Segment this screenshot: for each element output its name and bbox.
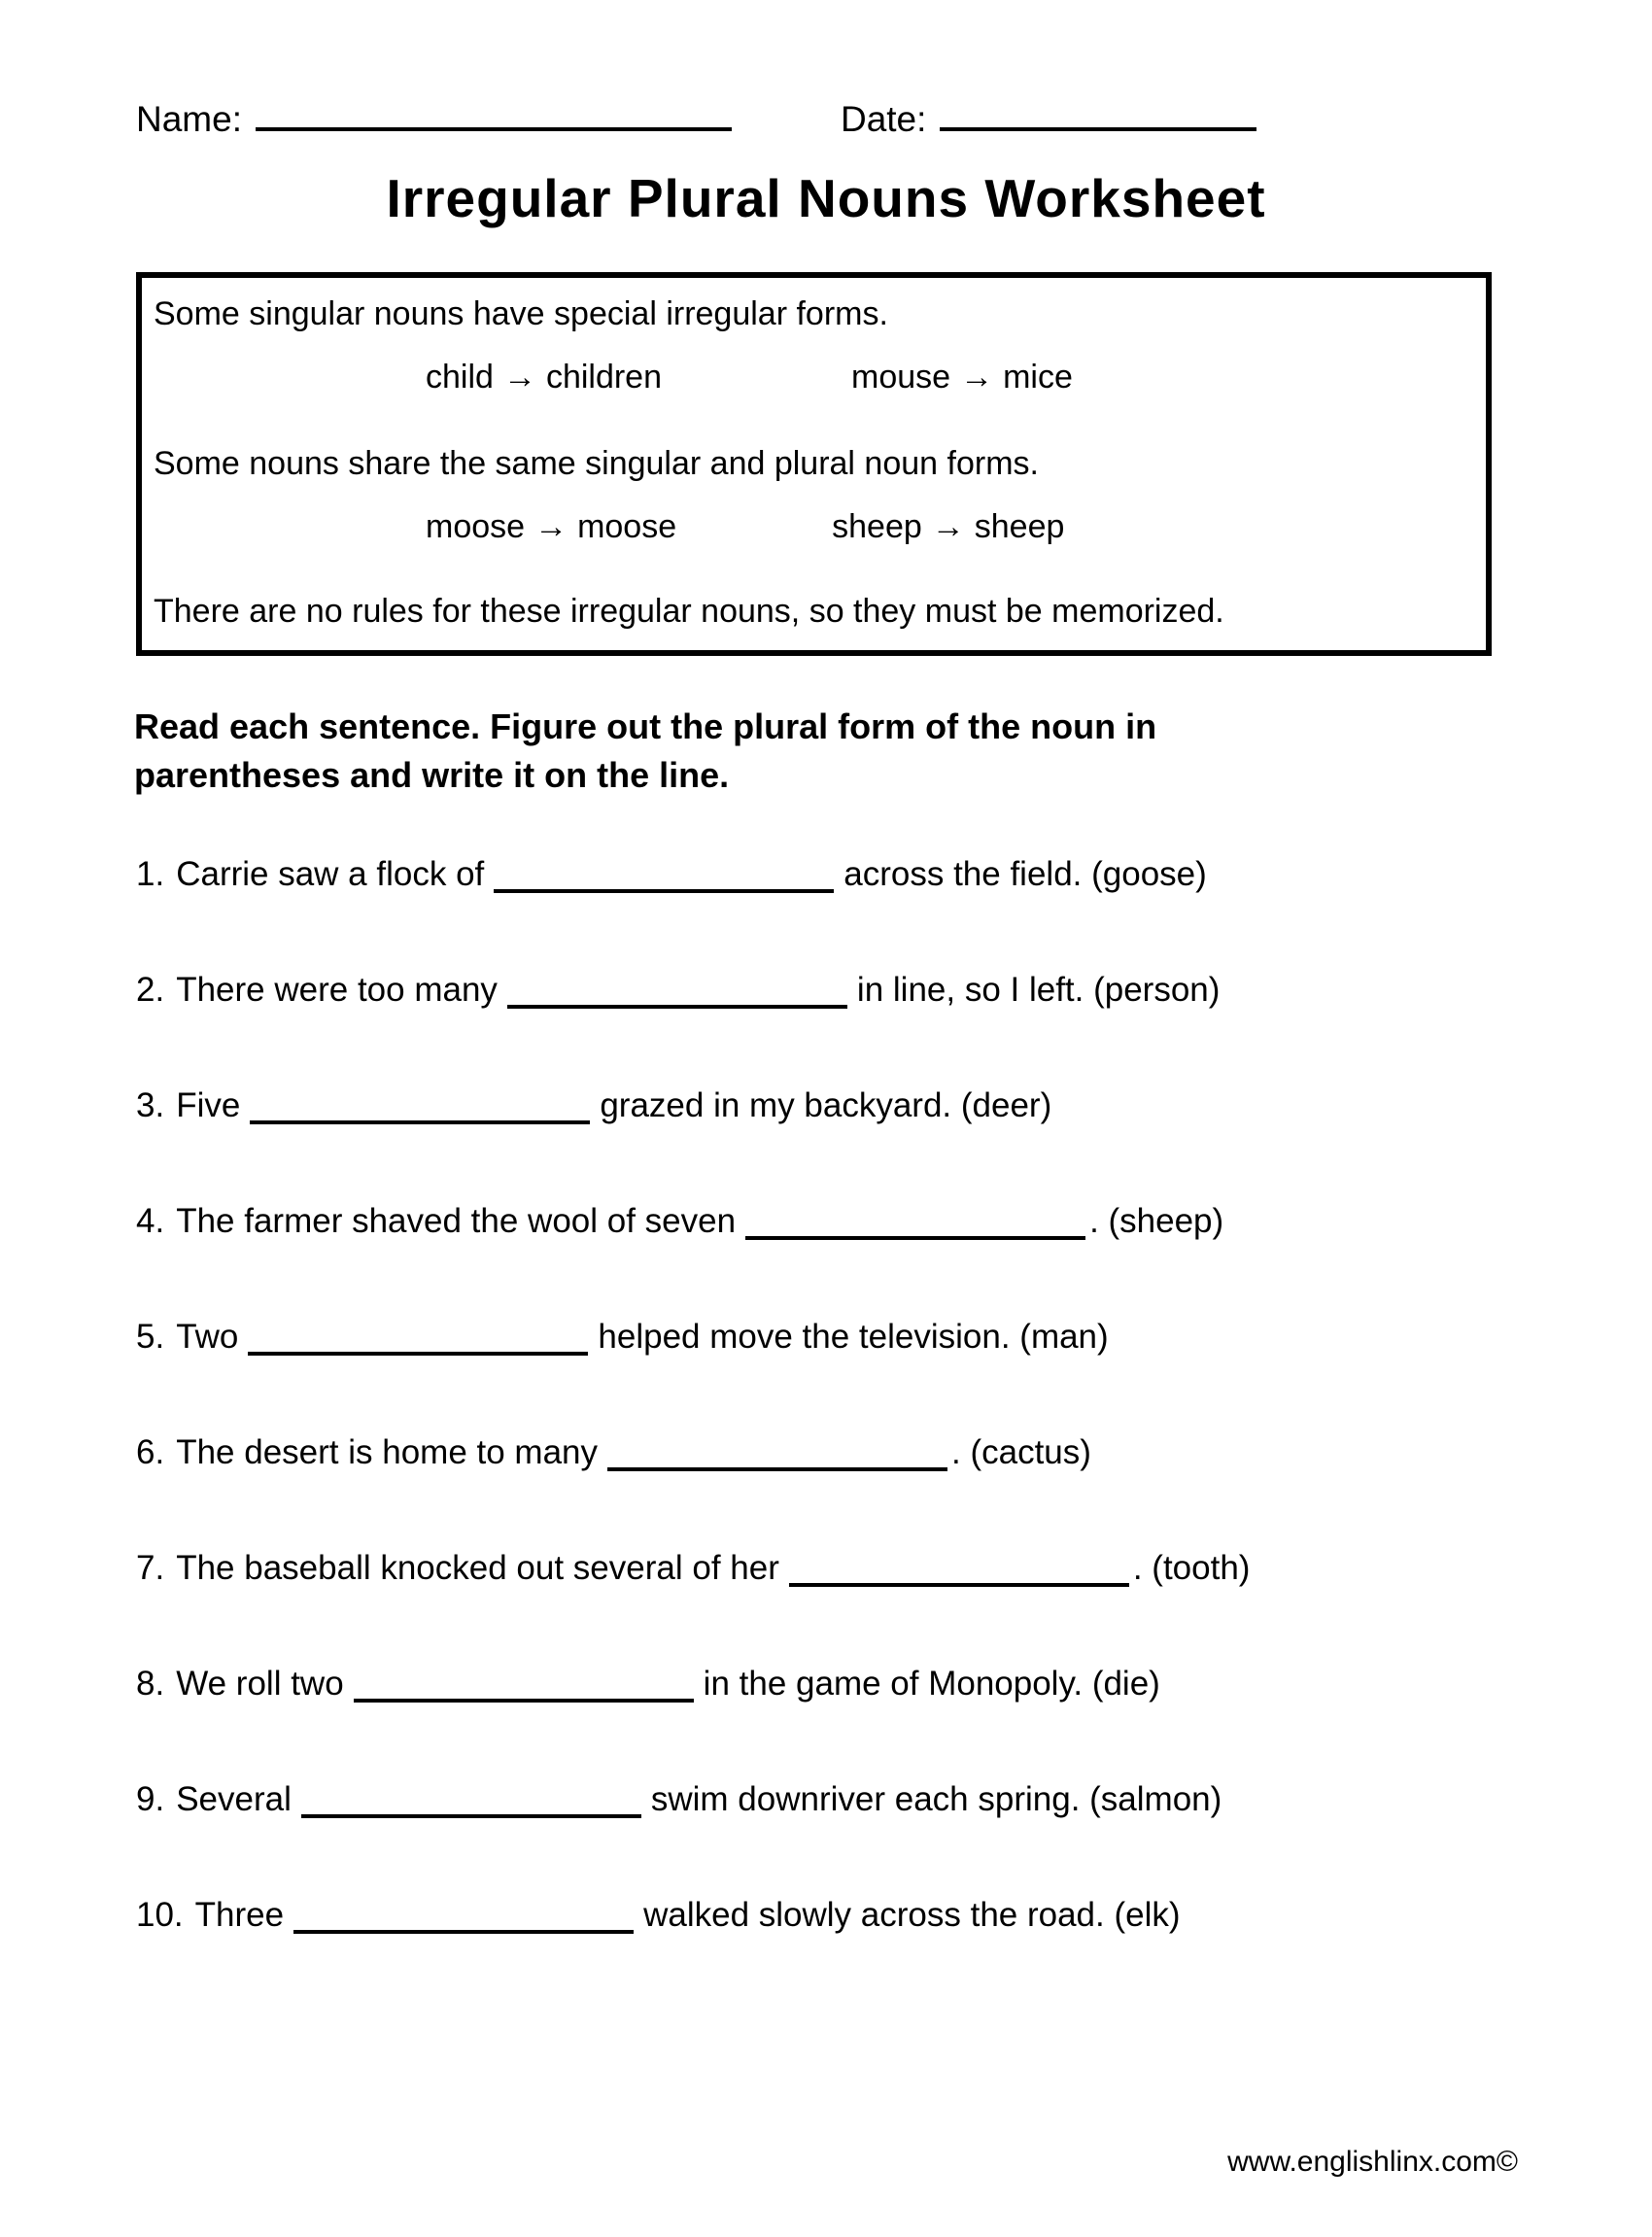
answer-blank-line <box>494 889 834 893</box>
arrow-icon: → <box>534 508 568 545</box>
question-number: 1. <box>136 855 165 894</box>
question-text-before: The desert is home to many <box>176 1433 599 1472</box>
rules-note: There are no rules for these irregular nouns, so they must be memorized. <box>154 593 1224 630</box>
question-text-after: walked slowly across the road. (elk) <box>643 1896 1181 1935</box>
rule2-text: Some nouns share the same singular and plural noun forms. <box>154 445 1039 482</box>
question-number: 10. <box>136 1896 184 1935</box>
question-text-before: The baseball knocked out several of her <box>176 1549 779 1588</box>
example-plural: moose <box>577 508 677 545</box>
question-text-after: grazed in my backyard. (deer) <box>600 1086 1052 1125</box>
question-text-after: helped move the television. (man) <box>598 1318 1109 1357</box>
question-text-before: There were too many <box>176 971 498 1010</box>
answer-blank-line <box>607 1467 947 1471</box>
arrow-icon: → <box>502 359 536 396</box>
question-row-4 <box>136 1202 1555 1241</box>
question-text-before: Two <box>176 1318 239 1357</box>
question-number: 7. <box>136 1549 165 1588</box>
question-number: 3. <box>136 1086 165 1125</box>
question-number: 5. <box>136 1318 165 1357</box>
question-text-after: swim downriver each spring. (salmon) <box>650 1780 1222 1819</box>
question-text-after: in the game of Monopoly. (die) <box>703 1665 1160 1704</box>
example-plural: mice <box>1003 359 1073 396</box>
instructions <box>134 703 1359 799</box>
question-row-8 <box>136 1665 1555 1704</box>
question-text-before: The farmer shaved the wool of seven <box>176 1202 737 1241</box>
rule2-examples-row <box>426 508 1474 546</box>
name-date-row <box>136 99 1516 140</box>
question-text-after: across the field. (goose) <box>843 855 1207 894</box>
question-row-1 <box>136 855 1555 894</box>
answer-blank-line <box>745 1236 1085 1240</box>
question-text-after: in line, so I left. (person) <box>856 971 1221 1010</box>
answer-blank-line <box>250 1120 590 1124</box>
question-row-7 <box>136 1549 1555 1588</box>
question-text-after: . (sheep) <box>1089 1202 1224 1241</box>
rule1-text: Some singular nouns have special irregular forms. <box>154 295 888 332</box>
date-blank-line <box>940 127 1256 131</box>
question-row-2 <box>136 971 1555 1010</box>
worksheet-page <box>0 99 1652 2237</box>
example-mouse-mice <box>851 359 1073 396</box>
question-row-9 <box>136 1780 1555 1819</box>
question-text-after: . (cactus) <box>951 1433 1091 1472</box>
question-text-before: We roll two <box>176 1665 344 1704</box>
example-singular: sheep <box>832 508 922 545</box>
example-plural: children <box>545 359 663 396</box>
question-text-before: Carrie saw a flock of <box>176 855 485 894</box>
question-text-before: Several <box>176 1780 292 1819</box>
example-singular: moose <box>426 508 526 545</box>
arrow-icon: → <box>931 508 965 545</box>
name-blank-line <box>256 127 732 131</box>
question-row-10 <box>136 1896 1555 1935</box>
answer-blank-line <box>293 1930 634 1934</box>
example-child-children <box>426 359 662 396</box>
question-number: 6. <box>136 1433 165 1472</box>
question-number: 2. <box>136 971 165 1010</box>
question-row-3 <box>136 1086 1555 1125</box>
rule1-examples-row <box>426 359 1474 396</box>
question-number: 8. <box>136 1665 165 1704</box>
question-row-5 <box>136 1318 1555 1357</box>
answer-blank-line <box>789 1583 1129 1587</box>
rules-box <box>136 272 1492 656</box>
answer-blank-line <box>301 1814 641 1818</box>
example-sheep-sheep <box>832 508 1064 546</box>
page-title: Irregular Plural Nouns Worksheet <box>386 168 1266 228</box>
question-text-after: . (tooth) <box>1132 1549 1251 1588</box>
example-moose-moose <box>426 508 676 546</box>
question-text-before: Three <box>194 1896 285 1935</box>
example-plural: sheep <box>974 508 1065 545</box>
example-singular: mouse <box>851 359 951 396</box>
question-row-6 <box>136 1433 1555 1472</box>
answer-blank-line <box>354 1699 694 1703</box>
date-label: Date: <box>840 99 927 139</box>
answer-blank-line <box>507 1005 847 1009</box>
name-label: Name: <box>136 99 242 139</box>
question-list <box>136 855 1555 1935</box>
instructions-line-2: parentheses and write it on the line. <box>134 754 730 795</box>
question-number: 9. <box>136 1780 165 1819</box>
example-singular: child <box>426 359 494 396</box>
question-text-before: Five <box>176 1086 241 1125</box>
footer-website: www.englishlinx.com© <box>1227 2146 1518 2178</box>
arrow-icon: → <box>960 359 994 396</box>
answer-blank-line <box>248 1352 588 1356</box>
instructions-line-1: Read each sentence. Figure out the plural form of the noun in <box>134 706 1157 746</box>
question-number: 4. <box>136 1202 165 1241</box>
